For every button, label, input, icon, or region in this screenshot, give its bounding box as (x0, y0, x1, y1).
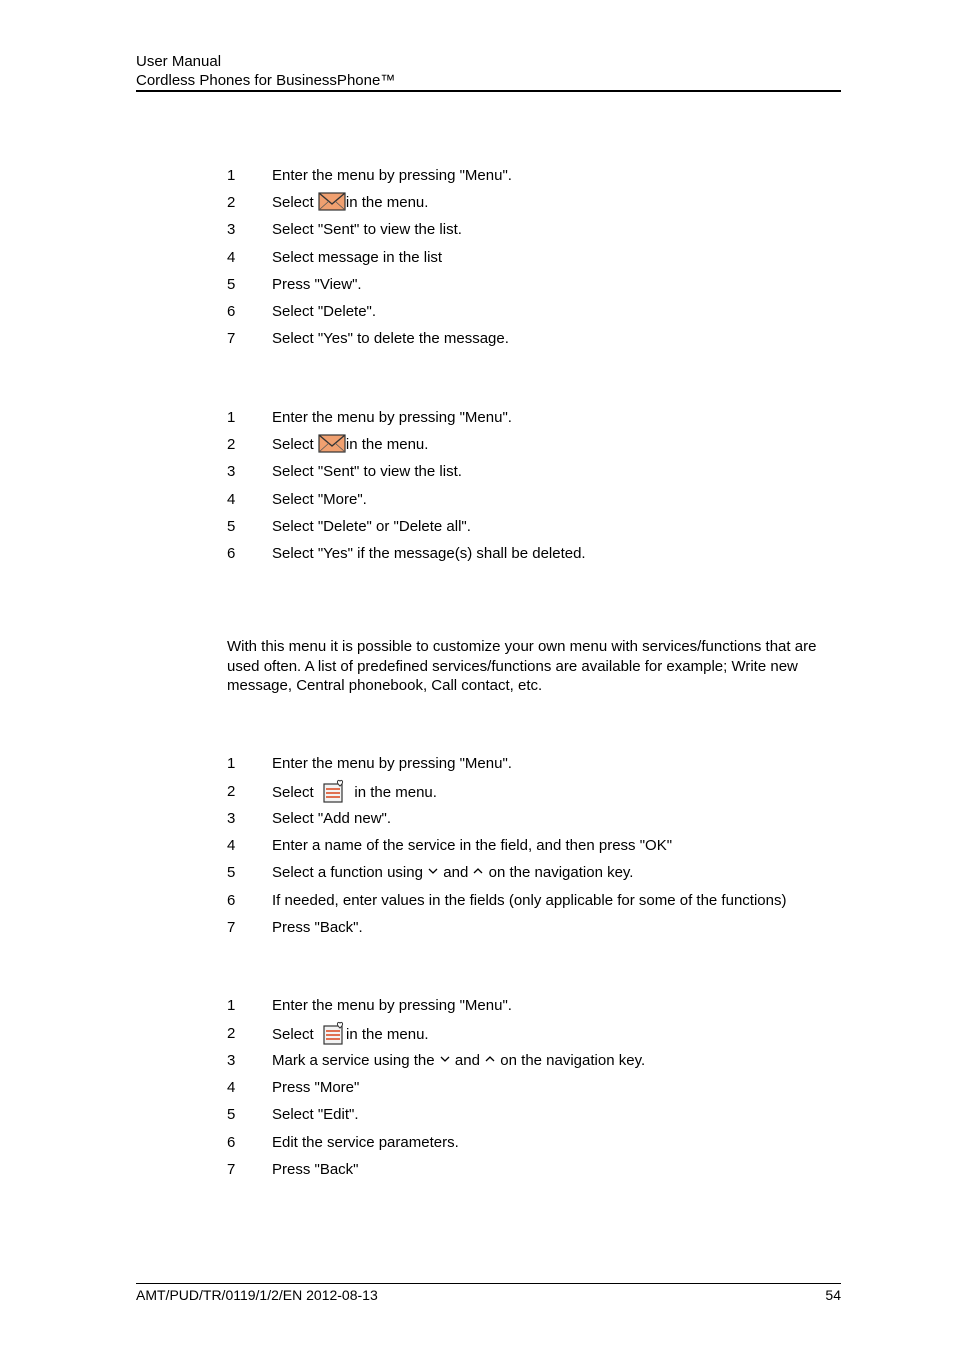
my-menu-description: With this menu it is possible to customize your own menu with services/functions that are used often. A list of predefined services/functions are available for example; Write new message, Central phonebook, Call contact, etc. (227, 638, 817, 694)
envelope-icon (318, 432, 346, 454)
page-number: 54 (825, 1287, 841, 1303)
custom-menu-icon (322, 779, 346, 803)
chevron-down-icon (427, 866, 439, 876)
header-rule (136, 90, 841, 92)
chevron-down-icon (439, 1054, 451, 1064)
custom-menu-icon (322, 1021, 346, 1045)
header-title: User Manual (136, 53, 222, 70)
chevron-up-icon (484, 1054, 496, 1064)
page-header (136, 52, 841, 90)
footer-rule (136, 1283, 841, 1284)
document-id: AMT/PUD/TR/0119/1/2/EN 2012-08-13 (136, 1287, 378, 1303)
envelope-icon (318, 190, 346, 212)
chevron-up-icon (472, 866, 484, 876)
header-subtitle: Cordless Phones for BusinessPhone™ (136, 72, 396, 89)
